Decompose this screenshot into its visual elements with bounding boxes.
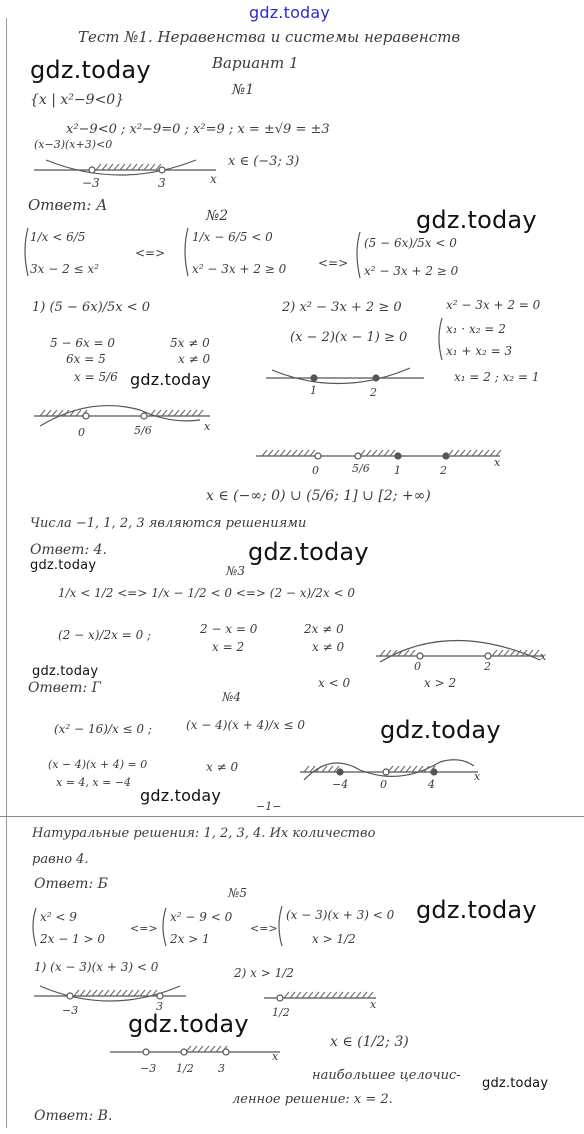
task2-combined-tick-56: 5/6 — [352, 462, 370, 475]
hatch-mark — [350, 992, 355, 998]
task5-interval: x ∈ (1/2; 3) — [330, 1034, 409, 1050]
task5-equiv2: <=> — [250, 922, 278, 935]
site-watermark: gdz.today — [248, 538, 369, 566]
task2-combined-tick-1: 1 — [394, 464, 401, 477]
task1-open-point-b — [159, 167, 165, 173]
task2-tick-0: 0 — [78, 426, 85, 439]
hatch-mark — [146, 990, 151, 996]
hatch-mark — [122, 990, 127, 996]
hatch-mark — [144, 164, 149, 170]
hatch-mark — [404, 650, 409, 656]
task1-number: №1 — [232, 82, 255, 98]
hatch-mark — [156, 410, 161, 416]
site-watermark: gdz.today — [30, 56, 151, 84]
hatch-mark — [310, 450, 315, 456]
hatch-mark — [102, 164, 107, 170]
hatch-mark — [108, 164, 113, 170]
hatch-mark — [466, 450, 471, 456]
task2-factorized: (x − 2)(x − 1) ≥ 0 — [290, 330, 408, 345]
task4-tick-b: 0 — [380, 778, 387, 791]
task4-ineq1: (x² − 16)/x ≤ 0 ; — [54, 722, 152, 736]
task2-equiv2: <=> — [318, 256, 349, 270]
hatch-mark — [314, 992, 319, 998]
task2-closed-point-2 — [373, 375, 379, 381]
hatch-mark — [290, 992, 295, 998]
task2-sys3b: x² − 3x + 2 ≥ 0 — [364, 264, 459, 278]
task5-equiv1: <=> — [130, 922, 158, 935]
hatch-mark — [498, 650, 503, 656]
task2-tick-56: 5/6 — [134, 424, 152, 437]
hatch-mark — [134, 990, 139, 996]
hatch-mark — [388, 766, 393, 772]
hatch-mark — [424, 766, 429, 772]
hatch-mark — [412, 766, 417, 772]
task2-combined-point-0 — [315, 453, 321, 459]
task5-open-point-b — [157, 993, 163, 999]
task4-neq: x ≠ 0 — [206, 760, 239, 774]
hatch-mark — [46, 410, 51, 416]
task2-combined-axis-label: x — [494, 456, 501, 469]
hatch-mark — [490, 450, 495, 456]
task5-brace-1 — [33, 908, 36, 946]
task1-interval: x ∈ (−3; 3) — [228, 154, 300, 169]
hatch-mark — [180, 410, 185, 416]
task2-eq3: x = 5/6 — [74, 370, 118, 384]
hatch-mark — [126, 164, 131, 170]
hatch-mark — [192, 1046, 197, 1052]
task3-line2: (2 − x)/2x = 0 ; — [58, 628, 152, 642]
hatch-mark — [528, 650, 533, 656]
hatch-mark — [328, 766, 333, 772]
task5-open-point-a — [67, 993, 73, 999]
task5-combined-tick-b: 3 — [218, 1062, 225, 1075]
hatch-mark — [284, 992, 289, 998]
task3-tick-0: 0 — [414, 660, 421, 673]
hatch-mark — [384, 450, 389, 456]
task4-natural: Натуральные решения: 1, 2, 3, 4. Их количество — [32, 826, 376, 841]
task2-brace-2 — [185, 228, 188, 276]
hatch-mark — [322, 766, 327, 772]
task2-equiv1: <=> — [135, 246, 166, 260]
hatch-mark — [390, 450, 395, 456]
task5-tick-a: −3 — [62, 1004, 79, 1017]
hatch-mark — [356, 992, 361, 998]
task3-sol2: x > 2 — [424, 676, 457, 690]
task2-vieta-brace — [439, 318, 442, 360]
task2-step1: 1) (5 − 6x)/5x < 0 — [32, 300, 151, 315]
task5-open-point-half — [277, 995, 283, 1001]
task5-sys3a: (x − 3)(x + 3) < 0 — [286, 908, 395, 922]
task2-roots: x₁ = 2 ; x₂ = 1 — [454, 370, 540, 384]
hatch-mark — [192, 410, 197, 416]
hatch-mark — [496, 450, 501, 456]
task3-eq2: x = 2 — [212, 640, 245, 654]
hatch-mark — [274, 450, 279, 456]
hatch-mark — [292, 450, 297, 456]
site-watermark: gdz.today — [30, 558, 97, 573]
task4-eq2: x = 4, x = −4 — [56, 776, 132, 789]
hatch-mark — [360, 450, 365, 456]
hatch-mark — [110, 990, 115, 996]
task2-eq2: 6x = 5 — [66, 352, 106, 366]
hatch-mark — [366, 450, 371, 456]
site-watermark: gdz.today — [416, 206, 537, 234]
task5-sys2a: x² − 9 < 0 — [170, 910, 233, 924]
task5-greatest1: наибольшее целочис- — [312, 1068, 461, 1083]
hatch-mark — [186, 410, 191, 416]
hatch-mark — [484, 450, 489, 456]
hatch-mark — [74, 990, 79, 996]
hatch-mark — [286, 450, 291, 456]
hatch-mark — [96, 164, 101, 170]
task5-axis-label: x — [370, 998, 377, 1011]
site-watermark: gdz.today — [32, 664, 99, 679]
task4-tick-c: 4 — [428, 778, 435, 791]
hatch-mark — [86, 990, 91, 996]
task2-eq1: 5 − 6x = 0 — [50, 336, 116, 350]
task3-open-point-2 — [485, 653, 491, 659]
task3-neq2: x ≠ 0 — [312, 640, 345, 654]
hatch-mark — [386, 650, 391, 656]
hatch-mark — [132, 164, 137, 170]
task2-combined-tick-2: 2 — [440, 464, 447, 477]
task2-answer: Ответ: 4. — [30, 542, 107, 558]
task1-tick-b: 3 — [158, 176, 166, 190]
site-watermark: gdz.today — [380, 716, 501, 744]
task2-combined-point-1 — [395, 453, 401, 459]
hatch-mark — [150, 164, 155, 170]
hatch-mark — [262, 450, 267, 456]
task2-sys3a: (5 − 6x)/5x < 0 — [364, 236, 457, 250]
hatch-mark — [410, 650, 415, 656]
task4-ineq2: (x − 4)(x + 4)/x ≤ 0 — [186, 718, 306, 732]
task3-neq1: 2x ≠ 0 — [304, 622, 344, 636]
task1-line2: (x−3)(x+3)<0 — [34, 138, 113, 151]
hatch-mark — [198, 410, 203, 416]
task5-brace-2 — [163, 908, 166, 946]
hatch-mark — [304, 766, 309, 772]
task2-tick-2-small: 2 — [370, 386, 377, 399]
task5-step1: 1) (x − 3)(x + 3) < 0 — [34, 960, 159, 974]
task2-sys1a: 1/x < 6/5 — [30, 230, 86, 244]
hatch-mark — [296, 992, 301, 998]
task3-eq1: 2 − x = 0 — [200, 622, 258, 636]
site-watermark: gdz.today — [140, 786, 222, 805]
hatch-mark — [162, 410, 167, 416]
task2-vieta-sum: x₁ + x₂ = 3 — [446, 344, 513, 358]
task5-step2: 2) x > 1/2 — [234, 966, 294, 980]
hatch-mark — [362, 992, 367, 998]
task5-tick-half: 1/2 — [272, 1006, 290, 1019]
task3-line1: 1/x < 1/2 <=> 1/x − 1/2 < 0 <=> (2 − x)/2x < 0 — [58, 586, 355, 600]
hatch-mark — [40, 410, 45, 416]
hatch-mark — [406, 766, 411, 772]
hatch-mark — [338, 992, 343, 998]
task2-sys2a: 1/x − 6/5 < 0 — [192, 230, 273, 244]
hatch-mark — [204, 1046, 209, 1052]
task5-combined-tick-half: 1/2 — [176, 1062, 194, 1075]
variant-label: Вариант 1 — [212, 54, 299, 72]
task1-open-point-a — [89, 167, 95, 173]
task2-vieta-product: x₁ · x₂ = 2 — [446, 322, 506, 336]
hatch-mark — [460, 450, 465, 456]
task2-combined-tick-0: 0 — [312, 464, 319, 477]
hatch-mark — [168, 410, 173, 416]
hatch-mark — [80, 990, 85, 996]
task2-number: №2 — [206, 208, 229, 224]
hatch-mark — [216, 1046, 221, 1052]
task1-answer: Ответ: А — [28, 196, 108, 214]
hatch-mark — [320, 992, 325, 998]
task1-axis-label: x — [210, 172, 217, 186]
hatch-mark — [268, 450, 273, 456]
task3-open-point-0 — [417, 653, 423, 659]
hatch-mark — [380, 650, 385, 656]
hatch-mark — [478, 450, 483, 456]
task2-tick-1-small: 1 — [310, 384, 317, 397]
hatch-mark — [52, 410, 57, 416]
hatch-mark — [308, 992, 313, 998]
hatch-mark — [510, 650, 515, 656]
task5-brace-3 — [279, 906, 282, 946]
task3-answer: Ответ: Г — [28, 680, 101, 696]
hatch-mark — [400, 766, 405, 772]
page-number: −1− — [256, 800, 282, 813]
hatch-mark — [120, 164, 125, 170]
hatch-mark — [372, 450, 377, 456]
hatch-mark — [302, 992, 307, 998]
task5-answer: Ответ: В. — [34, 1108, 113, 1124]
task3-sol1: x < 0 — [318, 676, 351, 690]
task4-natural2: равно 4. — [32, 852, 89, 867]
hatch-mark — [492, 650, 497, 656]
task5-combined-point-a — [143, 1049, 149, 1055]
hatch-mark — [332, 992, 337, 998]
hatch-mark — [114, 164, 119, 170]
hatch-mark — [454, 450, 459, 456]
task5-number: №5 — [228, 886, 247, 900]
task2-axis-label: x — [204, 420, 211, 433]
task5-combined-tick-a: −3 — [140, 1062, 157, 1075]
task4-answer: Ответ: Б — [34, 876, 108, 892]
hatch-mark — [368, 992, 373, 998]
hatch-mark — [140, 990, 145, 996]
task5-greatest2: ленное решение: x = 2. — [232, 1092, 393, 1107]
hatch-mark — [378, 450, 383, 456]
task3-number: №3 — [226, 564, 245, 578]
hatch-mark — [210, 1046, 215, 1052]
task2-sign-curve-2 — [272, 368, 410, 384]
task4-closed-point-a — [337, 769, 343, 775]
task1-line1: x²−9<0 ; x²−9=0 ; x²=9 ; x = ±√9 = ±3 — [66, 122, 330, 137]
task2-note: Числа −1, 1, 2, 3 являются решениями — [30, 516, 307, 531]
task5-sys2b: 2x > 1 — [170, 932, 210, 946]
hatch-mark — [128, 990, 133, 996]
task2-result: x ∈ (−∞; 0) ∪ (5/6; 1] ∪ [2; +∞) — [206, 488, 431, 504]
task4-axis-label: x — [474, 770, 481, 783]
hatch-mark — [138, 164, 143, 170]
task2-step2: 2) x² − 3x + 2 ≥ 0 — [282, 300, 402, 315]
hatch-mark — [304, 450, 309, 456]
hatch-mark — [344, 992, 349, 998]
hatch-mark — [174, 410, 179, 416]
task2-brace-1 — [25, 228, 28, 276]
task2-quadratic: x² − 3x + 2 = 0 — [446, 298, 541, 312]
task2-brace-3 — [357, 232, 360, 278]
task4-number: №4 — [222, 690, 241, 704]
hatch-mark — [394, 766, 399, 772]
task2-neq1: 5x ≠ 0 — [170, 336, 210, 350]
hatch-mark — [98, 990, 103, 996]
hatch-mark — [504, 650, 509, 656]
task1-sign-curve — [46, 160, 196, 175]
task1-tick-a: −3 — [82, 176, 100, 190]
task4-eq1: (x − 4)(x + 4) = 0 — [48, 758, 148, 771]
hatch-mark — [280, 450, 285, 456]
hatch-mark — [534, 650, 539, 656]
task3-sign-curve — [380, 640, 540, 662]
hatch-mark — [116, 990, 121, 996]
task3-tick-2: 2 — [484, 660, 491, 673]
hatch-mark — [104, 990, 109, 996]
site-watermark-top: gdz.today — [249, 3, 331, 22]
site-watermark: gdz.today — [128, 1010, 249, 1038]
hatch-mark — [298, 450, 303, 456]
task4-tick-a: −4 — [332, 778, 349, 791]
site-watermark: gdz.today — [482, 1076, 549, 1091]
task2-open-point-56 — [141, 413, 147, 419]
task3-axis-label: x — [540, 650, 547, 663]
task2-sys1b: 3x − 2 ≤ x² — [30, 262, 99, 276]
hatch-mark — [448, 450, 453, 456]
hatch-mark — [92, 990, 97, 996]
hatch-mark — [472, 450, 477, 456]
hatch-mark — [326, 992, 331, 998]
site-watermark: gdz.today — [416, 896, 537, 924]
task5-sys1a: x² < 9 — [40, 910, 77, 924]
hatch-mark — [76, 410, 81, 416]
task2-closed-point-1 — [311, 375, 317, 381]
site-watermark: gdz.today — [130, 370, 212, 389]
test-title: Тест №1. Неравенства и системы неравенств — [78, 28, 461, 46]
task5-tick-b: 3 — [156, 1000, 163, 1013]
hatch-mark — [186, 1046, 191, 1052]
task2-neq2: x ≠ 0 — [178, 352, 211, 366]
hatch-mark — [198, 1046, 203, 1052]
task2-sys2b: x² − 3x + 2 ≥ 0 — [192, 262, 287, 276]
task5-combined-axis-label: x — [272, 1050, 279, 1063]
task5-sys1b: 2x − 1 > 0 — [40, 932, 106, 946]
task1-set: {x | x²−9<0} — [30, 92, 125, 108]
task5-sys3b: x > 1/2 — [312, 932, 356, 946]
